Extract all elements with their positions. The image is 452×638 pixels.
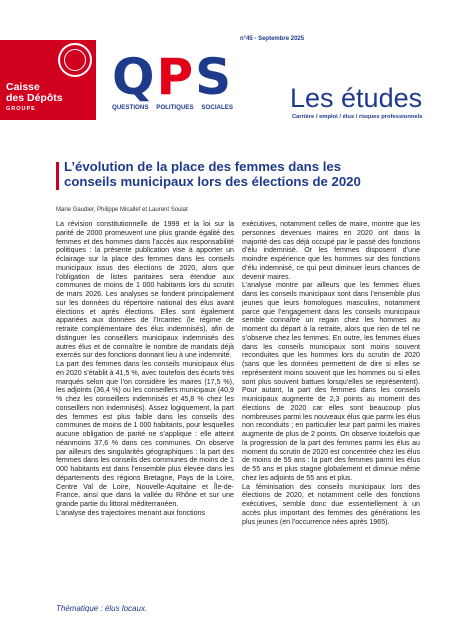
paragraph: exécutives, notamment celles de maire, montre que les personnes devenues maires en 2020 ont dans la majorité des cas déjà occupé par le passé des fonctions d’élu indemnisé. Or les femmes disposent d’une moindre expérience que les hommes sur des fonctions d’élu indemnisé, ce qui peut diminuer leurs chances de devenir maires. — [242, 220, 420, 281]
seal-icon — [58, 43, 92, 77]
qps-word-politiques: POLITIQUES — [156, 104, 194, 111]
qps-word-questions: QUESTIONS — [112, 104, 149, 111]
title-accent-bar — [56, 162, 59, 190]
qps-q: Q — [112, 48, 157, 106]
issue-number: n°45 - Septembre 2025 — [240, 36, 305, 42]
series-title: Les études — [290, 83, 423, 113]
right-column — [242, 220, 420, 526]
theme-label: Thématique : élus locaux. — [56, 604, 148, 613]
qps-p: P — [156, 48, 196, 106]
logo-group: GROUPE — [6, 106, 36, 112]
document-title: L’évolution de la place des femmes dans les conseils municipaux lors des élections de 2020 — [64, 159, 361, 189]
qps-logo — [112, 48, 262, 116]
paragraph: La féminisation des conseils municipaux lors des élections de 2020, et notamment celle des fonctions exécutives, semble donc due essentiellement à un accès plus important des femmes des générations les plus jeunes (en l’occurrence nées après 1965). — [242, 482, 420, 526]
qps-s: S — [195, 48, 234, 106]
caisse-des-depots-logo — [0, 40, 96, 120]
paragraph: La révision constitutionnelle de 1999 et la loi sur la parité de 2000 promeuvent une plus grande égalité des femmes et des hommes dans l’accès aux responsabilité politiques : la présente publication vise à apporter un éclairage sur la place des femmes dans les conseils municipaux issus des élections de 2020, alors que l’obligation de listes paritaires sera étendue aux communes de moins de 1 000 habitants lors du scrutin de mars 2026. Les analyses se fondent principalement sur les données du répertoire national des élus avant élections et après élections. Elles sont également appariées aux données de l’Ircantec (le régime de retraite complémentaire des élus indemnisés), afin de distinguer les conseillers municipaux indemnisés des autres élus et de connaître le nombre de mandats déjà exercés sur des fonctions donnant lieu à une indemnité. — [56, 220, 234, 360]
series-subtitle: Carrière / emploi / élus / risques professionnels — [292, 114, 423, 120]
left-column — [56, 220, 234, 518]
paragraph: La part des femmes dans les conseils municipaux élus en 2020 s’établit à 41,5 %, avec toutefois des écarts très marqués selon que l’on considère les maires (17,5 %), les adjoints (36,4 %) ou les conseillers municipaux (40,9 % chez les conseillers indemnisés et 45,8 % chez les conseillers non indemnisés). Assez logiquement, la part des femmes est plus faible dans les conseils des communes de moins de 1 000 habitants, pour lesquelles aucune obligation de parité ne s’applique : elle atteint néanmoins 37,6 % dans ces communes. On observe par ailleurs des singularités géographiques : la part des femmes dans les conseils des communes de moins de 1 000 habitants est dans l’ensemble plus élevée dans les départements des régions Bretagne, Pays de la Loire, Centre Val de Loire, Nouvelle-Aquitaine et Île-de-France, ainsi que dans la vallée du Rhône et sur une grande partie du littoral méditerranéen. — [56, 360, 234, 508]
paragraph: L’analyse des trajectoires menant aux fonctions — [56, 508, 206, 517]
authors: Marie Gaudier, Philippe Micallef et Laurent Soulat — [56, 207, 188, 213]
qps-word-sociales: SOCIALES — [201, 104, 234, 111]
logo-name: Caisse des Dépôts — [6, 81, 63, 104]
paragraph: L’analyse montre par ailleurs que les femmes élues dans les conseils municipaux sont dans l’ensemble plus jeunes que leurs homologues masculins, notamment parce que l’engagement dans les conseils municipaux semble connaître un regain chez les hommes au moment du départ à la retraite, alors que rien de tel ne s’observe chez les femmes. En outre, les femmes élues dans les conseils municipaux sont moins souvent reconduites que les hommes lors du scrutin de 2020 (sans que les données permettent de dire si elles se représentent moins souvent que les hommes ou si elles sont plus souvent battues lorsqu’elles se représentent). Pour autant, la part des femmes dans les conseils municipaux augmente de 2,3 points au moment des élections de 2020 car elles sont beaucoup plus nombreuses parmi les nouveaux élus que parmi les élus non reconduits ; en particulier leur part parmi les maires augmente de plus de 2 points. On observe toutefois que la progression de la part des femmes parmi les élus au moment du scrutin de 2020 est concentrée chez les élus de moins de 55 ans : la part des femmes parmi les élus de 55 ans et plus stagne globalement et diminue même chez les adjoints de 55 ans et plus. — [242, 281, 420, 482]
